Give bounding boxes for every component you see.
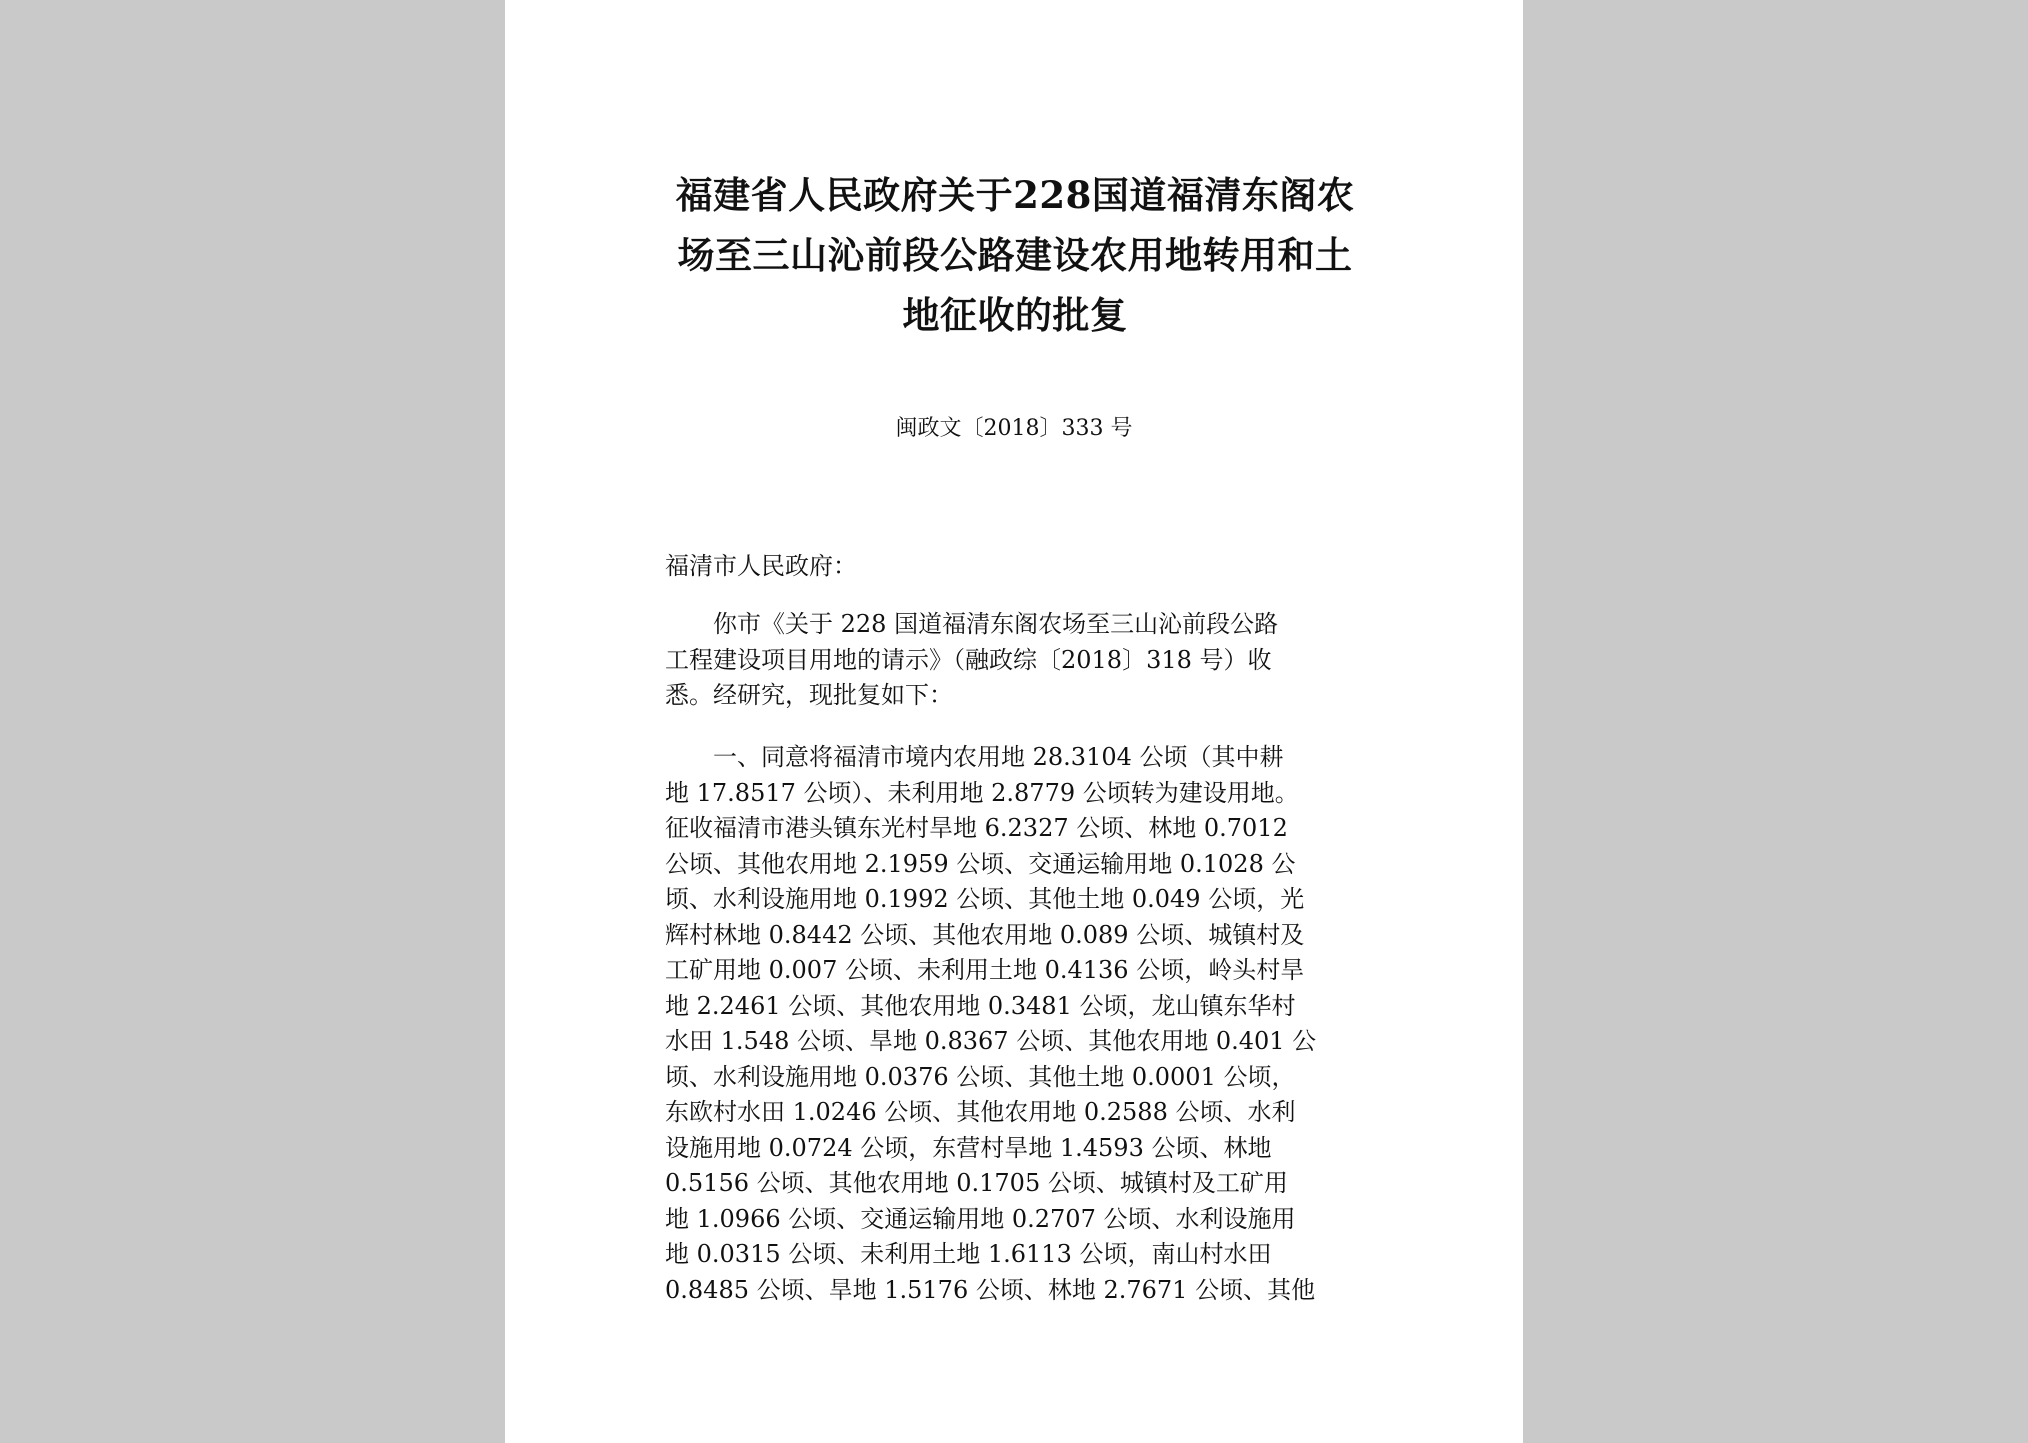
title-line: 地征收的批复 <box>902 293 1128 337</box>
text-line: 设施用地 0.0724 公顷，东营村旱地 1.4593 公顷、林地 <box>665 1133 1272 1162</box>
text-line: 顷、水利设施用地 0.0376 公顷、其他土地 0.0001 公顷， <box>665 1062 1296 1091</box>
text-line: 地 0.0315 公顷、未利用土地 1.6113 公顷，南山村水田 <box>665 1240 1272 1268</box>
text-line: 工矿用地 0.007 公顷、未利用土地 0.4136 公顷，岭头村旱 <box>665 956 1305 984</box>
document-title <box>655 165 1375 345</box>
document-number: 闽政文〔2018〕333 号 <box>895 416 1133 441</box>
text-line: 工程建设项目用地的请示》（融政综〔2018〕318 号）收 <box>665 645 1272 674</box>
document-page <box>505 0 1523 1443</box>
text-line: 公顷、其他农用地 2.1959 公顷、交通运输用地 0.1028 公 <box>665 849 1296 878</box>
text-line: 顷、水利设施用地 0.1992 公顷、其他土地 0.049 公顷，光 <box>665 885 1305 913</box>
paragraph-approval <box>665 740 1365 1308</box>
title-line: 场至三山沁前段公路建设农用地转用和土 <box>677 233 1353 277</box>
text-line: 地 1.0966 公顷、交通运输用地 0.2707 公顷、水利设施用 <box>665 1204 1296 1233</box>
text-line: 征收福清市港头镇东光村旱地 6.2327 公顷、林地 0.7012 <box>665 814 1288 842</box>
text-line: 悉。经研究，现批复如下： <box>665 681 953 709</box>
text-line: 0.5156 公顷、其他农用地 0.1705 公顷、城镇村及工矿用 <box>665 1169 1288 1197</box>
text-line: 辉村林地 0.8442 公顷、其他农用地 0.089 公顷、城镇村及 <box>665 920 1305 949</box>
text-line: 地 17.8517 公顷）、未利用地 2.8779 公顷转为建设用地。 <box>665 778 1299 807</box>
text-line: 一、同意将福清市境内农用地 28.3104 公顷（其中耕 <box>665 743 1284 771</box>
text-line: 你市《关于 228 国道福清东阁农场至三山沁前段公路 <box>665 610 1279 638</box>
text-line: 地 2.2461 公顷、其他农用地 0.3481 公顷，龙山镇东华村 <box>665 991 1296 1020</box>
paragraph-request <box>665 607 1365 714</box>
text-line: 0.8485 公顷、旱地 1.5176 公顷、林地 2.7671 公顷、其他 <box>665 1275 1316 1304</box>
text-line: 水田 1.548 公顷、旱地 0.8367 公顷、其他农用地 0.401 公 <box>665 1027 1317 1055</box>
text-line: 东欧村水田 1.0246 公顷、其他农用地 0.2588 公顷、水利 <box>665 1098 1296 1126</box>
salutation: 福清市人民政府： <box>665 552 857 580</box>
title-line: 福建省人民政府关于228国道福清东阁农 <box>675 173 1355 217</box>
